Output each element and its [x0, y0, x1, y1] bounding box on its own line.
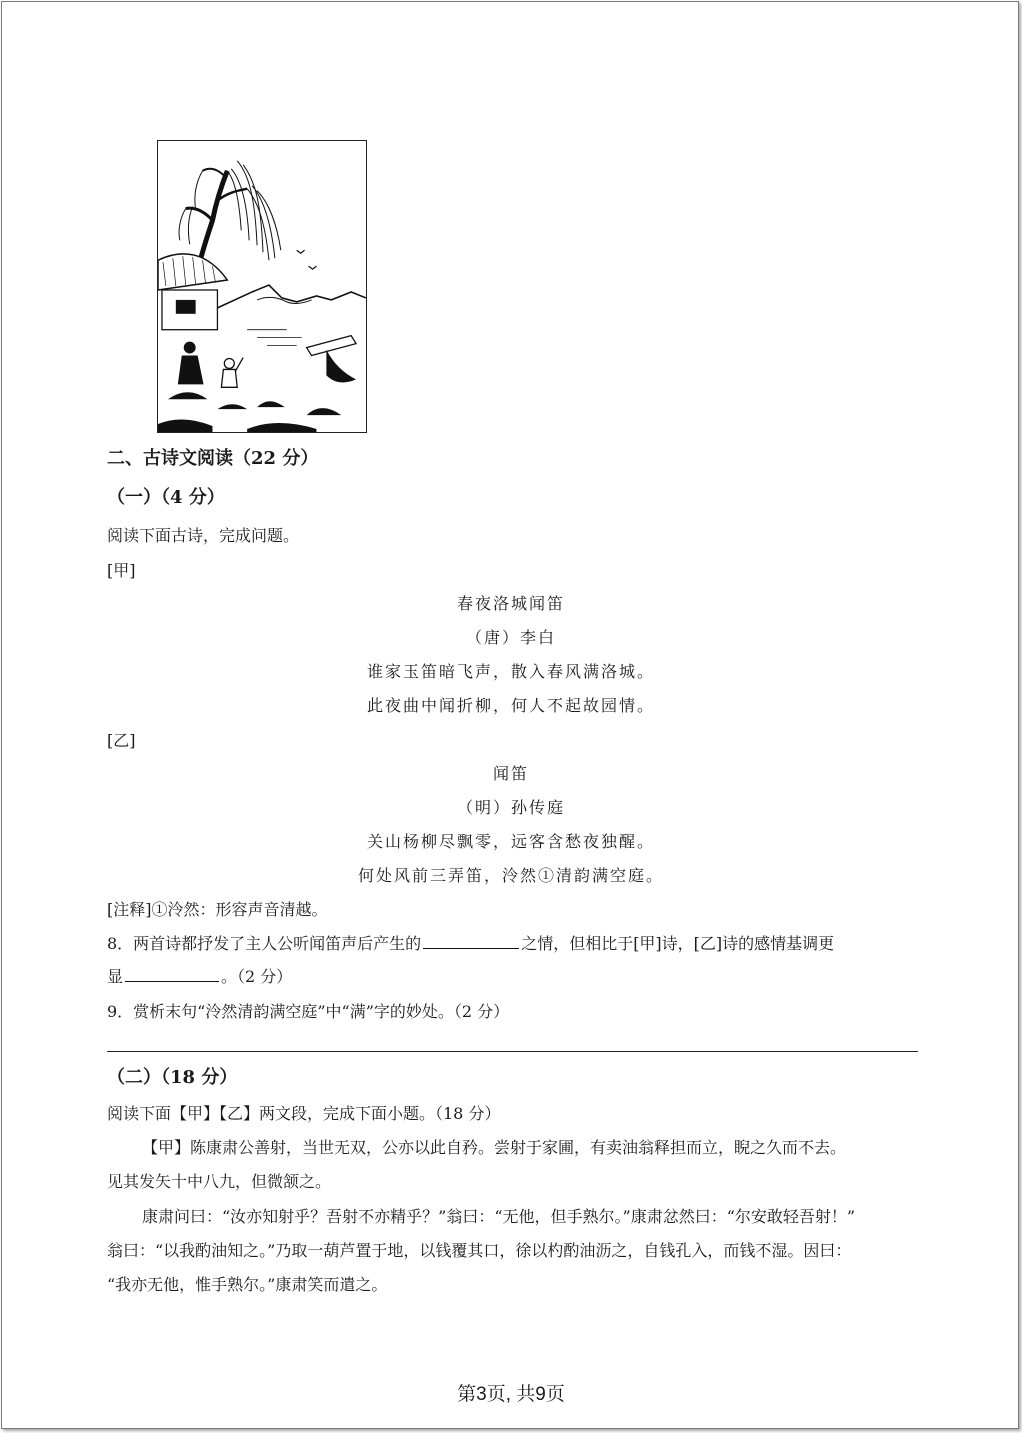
poem-a-marker: [甲] [107, 561, 136, 580]
ink-landscape-illustration [157, 140, 367, 433]
poem-a-line1: 谁家玉笛暗飞声，散入春风满洛城。 [366, 662, 655, 681]
passage-a-line1: 【甲】陈康肃公善射，当世无双，公亦以此自矜。尝射于家圃，有卖油翁释担而立，睨之久而不去。 [142, 1138, 847, 1157]
poem-a-line2: 此夜曲中闻折柳，何人不起故园情。 [366, 696, 655, 715]
poem-b-marker: [乙] [107, 731, 136, 750]
exam-page [1, 1, 1019, 1429]
answer-line[interactable] [107, 1051, 918, 1052]
q8-text-b: 之情，但相比于[甲]诗，[乙]诗的感情基调更 [521, 934, 835, 953]
question-8-cont [107, 967, 292, 987]
q8-text-a: 8．两首诗都抒发了主人公听闻笛声后产生的 [107, 934, 422, 953]
passage-a-line2: 见其发矢十中八九，但微颔之。 [107, 1172, 332, 1191]
poem-a-author: （唐）李白 [465, 628, 556, 647]
annotation-note: [注释]①泠然：形容声音清越。 [107, 900, 328, 919]
part1-heading: （一）（4 分） [107, 487, 225, 508]
q8-answer-blank-2[interactable] [125, 980, 219, 982]
question-9: 9．赏析末句“泠然清韵满空庭”中“满”字的妙处。（2 分） [107, 1002, 510, 1021]
q8-answer-blank-1[interactable] [423, 947, 519, 949]
part1-instruction: 阅读下面古诗，完成问题。 [107, 526, 300, 545]
q8-text-d: 。（2 分） [221, 967, 293, 986]
question-8 [107, 934, 834, 954]
poem-a-title: 春夜洛城闻笛 [456, 594, 565, 613]
poem-b-author: （明）孙传庭 [456, 798, 565, 817]
passage-b-line3: “我亦无他，惟手熟尔。”康肃笑而遣之。 [107, 1275, 388, 1294]
section-heading: 二、古诗文阅读（22 分） [107, 448, 319, 469]
passage-b-line1: 康肃问曰：“汝亦知射乎？吾射不亦精乎？”翁曰：“无他，但手熟尔。”康肃忿然曰：“尔安敢轻吾射！” [142, 1207, 856, 1226]
q8-text-c: 显 [107, 967, 124, 986]
passage-b-line2: 翁曰：“以我酌油知之。”乃取一葫芦置于地，以钱覆其口，徐以杓酌油沥之，自钱孔入，而钱不湿。因曰： [107, 1241, 852, 1260]
poem-b-line2: 何处风前三弄笛，泠然①清韵满空庭。 [357, 866, 664, 885]
page-number: 第3页, 共9页 [457, 1384, 565, 1405]
part2-instruction: 阅读下面【甲】【乙】两文段，完成下面小题。（18 分） [107, 1104, 501, 1123]
poem-b-line1: 关山杨柳尽飘零，远客含愁夜独醒。 [366, 832, 655, 851]
part2-heading: （二）（18 分） [107, 1067, 238, 1088]
poem-b-title: 闻笛 [492, 764, 529, 783]
